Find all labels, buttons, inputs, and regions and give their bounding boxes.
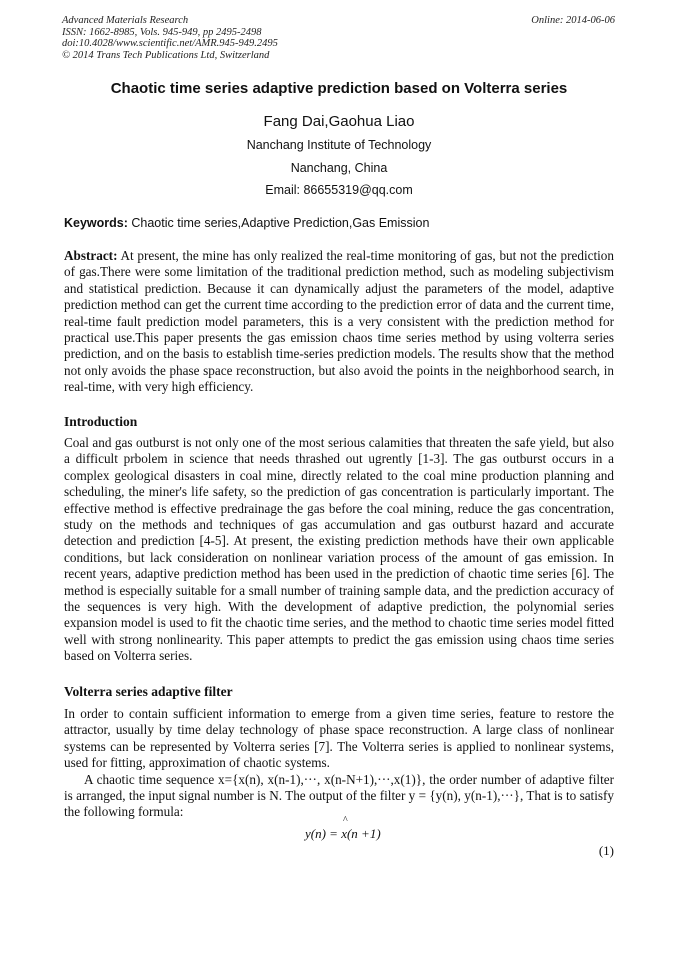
journal-name: Advanced Materials Research — [62, 15, 189, 26]
abstract-label: Abstract: — [64, 248, 118, 263]
equation-hat: ^ — [343, 815, 348, 826]
introduction-paragraph: Coal and gas outburst is not only one of the most serious calamities that threaten the safe yield, but also a difficult prbolem in science that needs thrashed out ugrently [1-3]. The gas outburst occurs in a complex geological disasters in coal mine, directly related to the coal mine production planning and scheduling, the miner's life safety, so the prediction of gas concentration is particularly important. The effective method is effective predrainage the gas before the coal mining, reduce the gas concentration, study on the methods and techniques of gas accumulation and gas outburst hazard and accurate detection and prediction [4-5]. At present, the existing prediction methods have their own applicable conditions, but lack consideration on nonlinear variation process of the amount of gas emission. In recent years, adaptive prediction method has been used in the prediction of chaotic time series [6]. The method is especially suitable for a small number of training sample data, and the prediction accuracy of the sequences is very high. With the development of adaptive prediction, the polynomial series expansion model is used to fit the chaotic time series, and the method to chaotic time series model fitted well with strong nonlinearity. This paper attempts to predict the gas emission using chaos time series based on Volterra series. — [64, 435, 614, 664]
keywords-label: Keywords: — [64, 216, 128, 230]
volterra-paragraph-2: A chaotic time sequence x={x(n), x(n-1),···, x(n-N+1),···,x(1)}, the order number of adaptive filter is arranged, the input signal number is N. The output of the filter y = {y(n), y(n-1),···}, That is to satisfy the following formula: — [64, 771, 614, 820]
paper-title: Chaotic time series adaptive prediction based on Volterra series — [110, 80, 568, 97]
equation-text: y(n) = x(n +1) — [305, 826, 381, 841]
journal-issn: ISSN: 1662-8985, Vols. 945-949, pp 2495-2498 — [62, 26, 262, 38]
journal-header — [62, 15, 278, 61]
author-email[interactable]: Email: 86655319@qq.com — [265, 183, 413, 197]
author-location: Nanchang, China — [290, 161, 388, 175]
keywords-text: Chaotic time series,Adaptive Prediction,Gas Emission — [127, 216, 430, 230]
abstract-text: At present, the mine has only realized the real-time monitoring of gas, but not the prediction of gas.There were some limitation of the traditional prediction method, such as modeling subjectivism and statistical prediction. Because it can dynamically adjust the parameters of the model, adaptive prediction method can get the current time according to the prediction error of data and the current time, real-time fault prediction model parameters, this is a very consistent with the prediction method for practical use.This paper presents the gas emission chaos time series method by using volterra series prediction, and on the basis to establish time-series prediction models. The results show that the method not only avoids the phase space reconstruction, but also avoid the points in the neighborhood search, in real-time, with very high efficiency. — [64, 248, 614, 395]
journal-doi[interactable]: doi:10.4028/www.scientific.net/AMR.945-949.2495 — [62, 38, 278, 49]
volterra-section — [64, 706, 614, 821]
volterra-heading: Volterra series adaptive filter — [64, 684, 233, 699]
paper-authors: Fang Dai,Gaohua Liao — [263, 113, 415, 130]
author-affiliation: Nanchang Institute of Technology — [246, 138, 432, 152]
equation-1 — [305, 815, 381, 842]
volterra-paragraph-1: In order to contain sufficient information to emerge from a given time series, feature to restore the attractor, usually by time delay technology of phase space reconstruction. A large class of nonlinear systems can be represented by Volterra series [7]. The Volterra series is applied to nonlinear systems, used for fitting, approximation of chaotic systems. — [64, 706, 614, 771]
keywords-line — [64, 216, 614, 230]
online-date: Online: 2014-06-06 — [531, 15, 615, 26]
introduction-heading: Introduction — [64, 414, 138, 429]
abstract-paragraph — [64, 248, 614, 396]
journal-copyright: © 2014 Trans Tech Publications Ltd, Switzerland — [62, 49, 270, 61]
equation-number: (1) — [598, 843, 614, 858]
